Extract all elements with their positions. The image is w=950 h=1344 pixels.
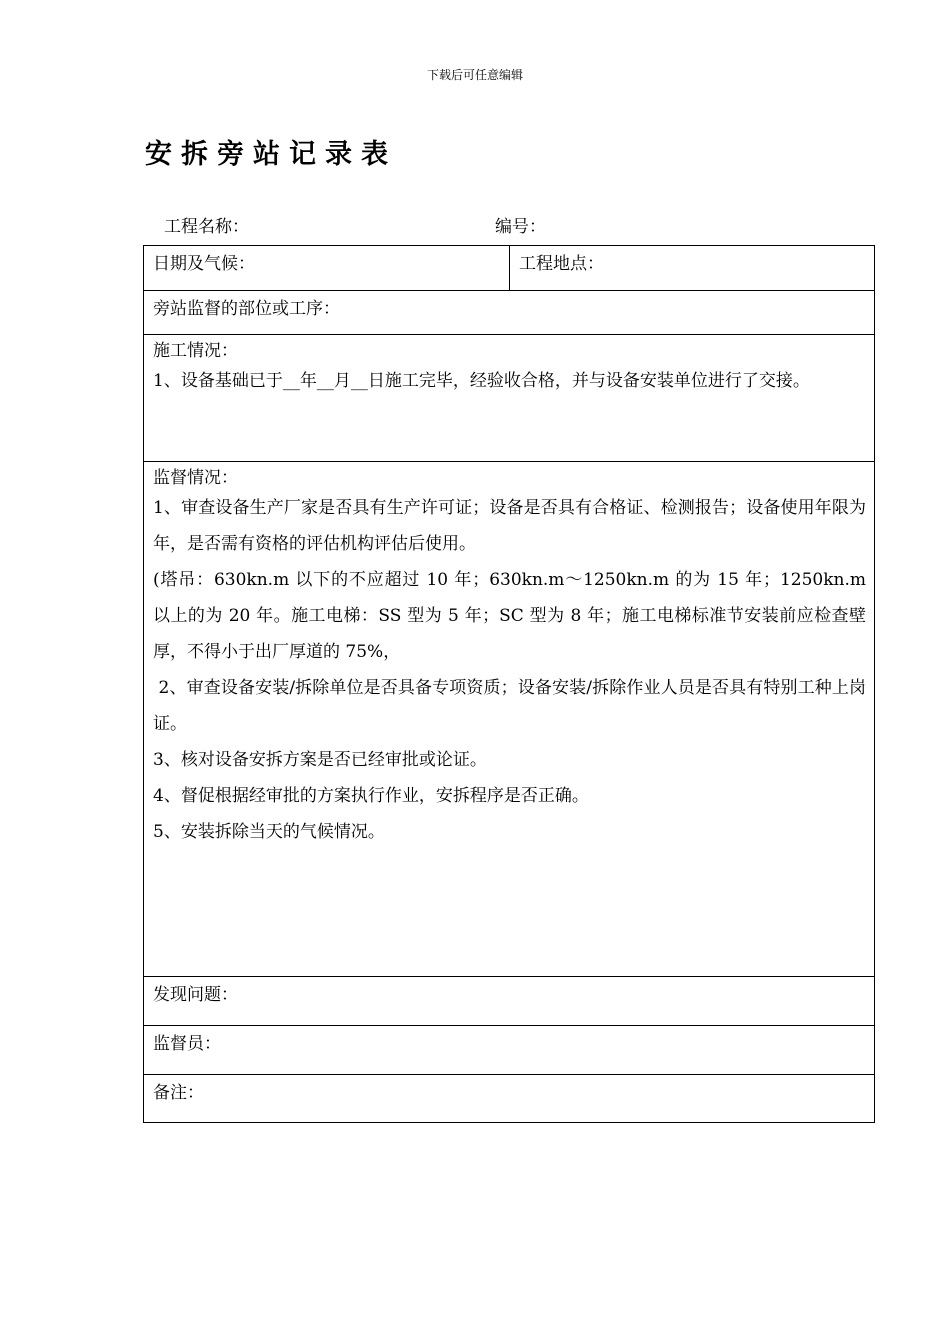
supervision-label: 监督情况：	[153, 468, 238, 488]
supervision-paragraph: 5、安装拆除当天的气候情况。	[153, 822, 385, 842]
header-note: 下载后可任意编辑	[426, 68, 523, 82]
supervision-paragraph: 2、审查设备安装/拆除单位是否具备专项资质；设备安装/拆除作业人员是否具有特别工种上岗证。	[153, 678, 866, 734]
construction-row	[144, 334, 874, 461]
project-location-cell: 工程地点：	[519, 254, 604, 274]
problems-label: 发现问题：	[153, 985, 238, 1005]
date-weather-cell: 日期及气候：	[144, 246, 510, 290]
supervisor-label: 监督员：	[153, 1034, 221, 1054]
construction-label: 施工情况：	[153, 341, 238, 361]
remarks-row	[144, 1074, 874, 1122]
supervision-paragraph: (塔吊：630kn.m 以下的不应超过 10 年；630kn.m～1250kn.m 的为 15 年；1250kn.m 以上的为 20 年。施工电梯：SS 型为 5 年；SC 型为 8 年；施工电梯标准节安装前应检查壁厚，不得小于出厂厚道的 75%，	[153, 570, 866, 662]
page-title: 安拆旁站记录表	[145, 139, 397, 170]
date-location-row	[144, 246, 874, 290]
construction-paragraph: 1、设备基础已于__年__月__日施工完毕，经验收合格，并与设备安装单位进行了交接。	[153, 371, 810, 391]
project-name-label: 工程名称：	[164, 217, 249, 237]
supervisor-row	[144, 1025, 874, 1074]
remarks-label: 备注：	[153, 1083, 204, 1103]
record-table	[143, 245, 875, 1123]
serial-no-label: 编号：	[495, 217, 546, 237]
supervision-paragraph: 1、审查设备生产厂家是否具有生产许可证；设备是否具有合格证、检测报告；设备使用年限为 年，是否需有资格的评估机构评估后使用。	[153, 498, 866, 554]
supervision-part-label: 旁站监督的部位或工序：	[153, 299, 340, 319]
problems-row	[144, 976, 874, 1025]
supervision-part-row	[144, 290, 874, 334]
supervision-paragraph: 3、核对设备安拆方案是否已经审批或论证。	[153, 750, 487, 770]
supervision-paragraph: 4、督促根据经审批的方案执行作业，安拆程序是否正确。	[153, 786, 589, 806]
supervision-row	[144, 461, 874, 976]
